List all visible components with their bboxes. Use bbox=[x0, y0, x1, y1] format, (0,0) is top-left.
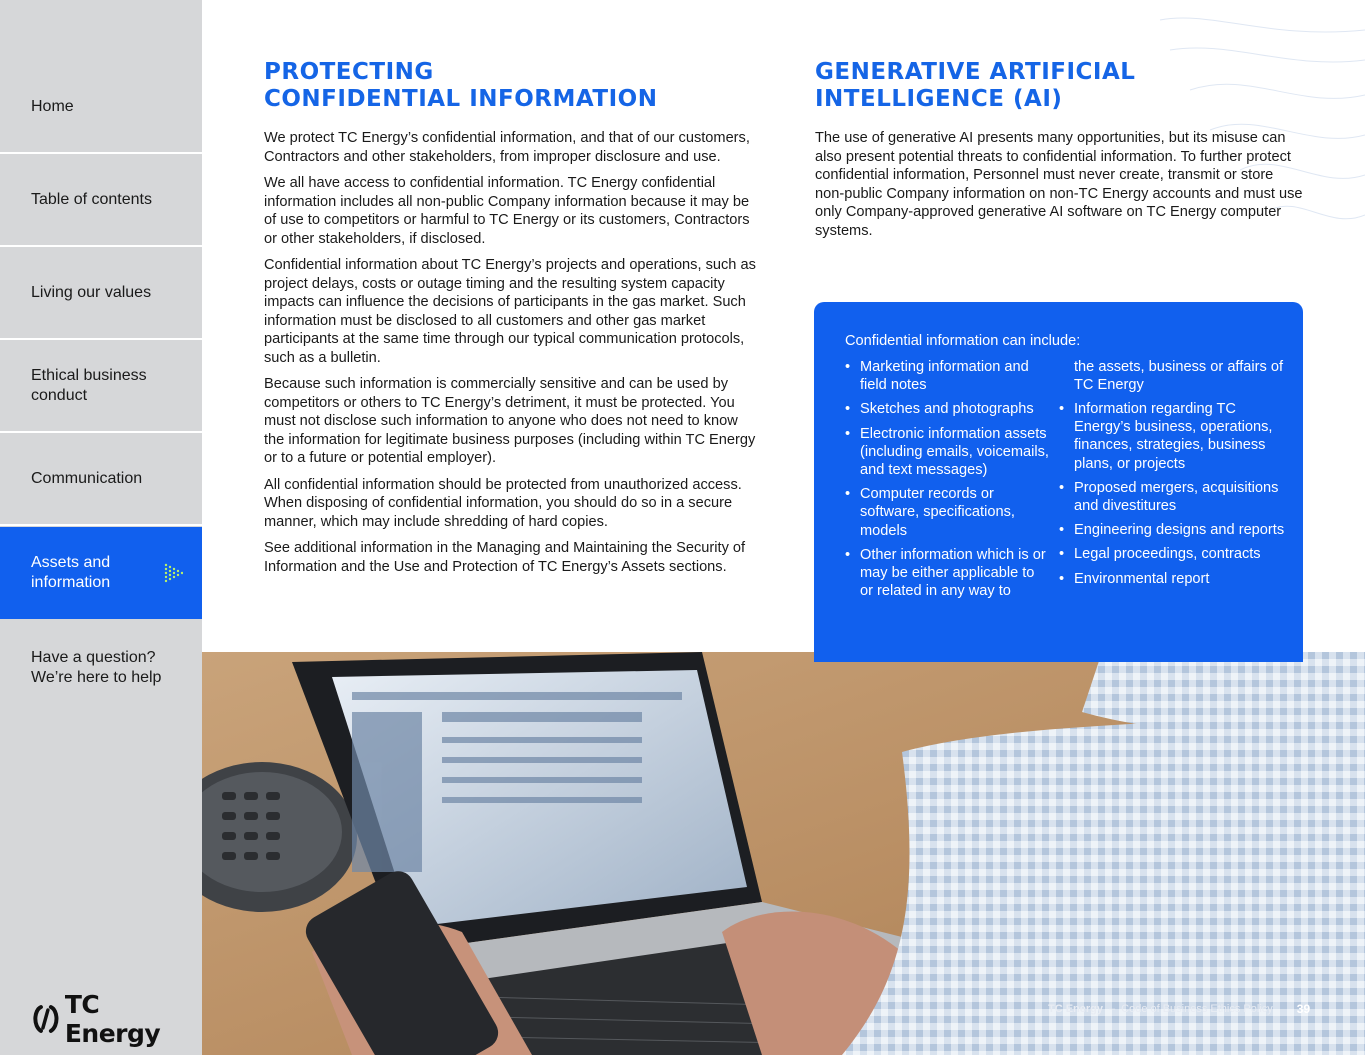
nav-item-have-a-question[interactable] bbox=[0, 620, 202, 700]
list-item-text: Electronic information assets (including emails, voicemails, and text messages) bbox=[860, 425, 1049, 479]
list-item bbox=[1059, 570, 1289, 588]
footer-separator: – bbox=[1109, 1003, 1116, 1015]
list-item bbox=[1059, 400, 1289, 473]
list-item bbox=[845, 358, 1050, 394]
callout-list-column-2 bbox=[1059, 400, 1289, 594]
protecting-confidential-information-heading: PROTECTING CONFIDENTIAL INFORMATION bbox=[264, 59, 658, 112]
paragraph: We all have access to confidential information. TC Energy confidential information includes all non-public Company information because it may be of use to competitors or harmful to TC Energy or its customers, Contractors or other stakeholders, if disclosed. bbox=[264, 175, 750, 247]
list-item bbox=[1059, 545, 1289, 563]
nav-item-label: Have a question? We’re here to help bbox=[31, 649, 162, 686]
laptop-photo bbox=[202, 652, 1365, 1055]
nav-item-label: Living our values bbox=[31, 284, 152, 301]
page-footer bbox=[1048, 1002, 1310, 1016]
sidebar-nav bbox=[0, 0, 202, 1055]
footer-brand: TC Energy bbox=[1048, 1003, 1104, 1015]
list-item-text: Engineering designs and reports bbox=[1074, 522, 1285, 539]
list-item-text: Computer records or software, specifications, models bbox=[860, 486, 1015, 539]
tc-energy-logo-icon bbox=[31, 1004, 61, 1034]
nav-item-label: Communication bbox=[31, 470, 143, 487]
bullet-icon: • bbox=[845, 486, 851, 503]
logo-wordmark: TC Energy bbox=[64, 990, 161, 1048]
bullet-icon: • bbox=[845, 546, 851, 563]
confidential-information-body bbox=[264, 129, 756, 584]
nav-item-label: Assets and information bbox=[31, 554, 111, 591]
nav-item-assets-and-information[interactable] bbox=[0, 527, 202, 619]
nav-item-label: Home bbox=[31, 98, 74, 115]
confidential-information-callout bbox=[814, 302, 1303, 662]
list-item-text: Other information which is or may be either applicable to or related in any way to bbox=[860, 546, 1046, 600]
paragraph: All confidential information should be protected from unauthorized access. When disposing of confidential information, you should do so in a secure manner, which may include shredding of hard copies. bbox=[264, 476, 742, 530]
list-item bbox=[845, 425, 1050, 480]
nav-item-living-our-values[interactable] bbox=[0, 248, 202, 340]
list-item bbox=[1059, 521, 1289, 539]
nav-item-table-of-contents[interactable] bbox=[0, 155, 202, 247]
bullet-icon: • bbox=[845, 359, 851, 375]
callout-list-continuation: the assets, business or affairs of TC Energy bbox=[1074, 359, 1284, 394]
laptop-photo-illustration bbox=[202, 652, 1365, 1055]
list-item-text: Proposed mergers, acquisitions and divestitures bbox=[1074, 479, 1279, 515]
list-item-text: Information regarding TC Energy’s business, operations, finances, strategies, business plans, or projects bbox=[1074, 401, 1273, 472]
callout-list-column-1 bbox=[845, 358, 1050, 606]
bullet-icon: • bbox=[845, 425, 851, 442]
list-item-text: Marketing information and field notes bbox=[860, 359, 1029, 394]
bullet-icon: • bbox=[1059, 522, 1065, 539]
nav-item-label: Table of contents bbox=[31, 191, 152, 208]
nav-item-home[interactable] bbox=[0, 62, 202, 154]
bullet-icon: • bbox=[1059, 546, 1065, 563]
list-item-text: Sketches and photographs bbox=[860, 401, 1034, 418]
paragraph: Because such information is commercially sensitive and can be used by competitors or others to TC Energy’s detriment, it must be protected. You must not disclose such information to anyone who does not need to know the information for legitimate business purposes (including within TC Energy or to a future or potential employer). bbox=[264, 376, 756, 466]
nav-item-ethical-business-conduct[interactable] bbox=[0, 341, 202, 433]
callout-title: Confidential information can include: bbox=[845, 333, 1081, 349]
dotted-arrow-icon bbox=[163, 563, 183, 583]
bullet-icon: • bbox=[845, 401, 851, 418]
list-item bbox=[1059, 479, 1289, 515]
bullet-icon: • bbox=[1059, 570, 1065, 587]
page-number: 39 bbox=[1296, 1002, 1311, 1016]
list-item bbox=[845, 485, 1050, 540]
nav-item-label: Ethical business conduct bbox=[31, 367, 147, 404]
nav-item-communication[interactable] bbox=[0, 434, 202, 526]
generative-ai-heading: GENERATIVE ARTIFICIAL INTELLIGENCE (AI) bbox=[815, 59, 1136, 112]
generative-ai-body bbox=[815, 129, 1303, 248]
list-item-text: Legal proceedings, contracts bbox=[1074, 546, 1261, 563]
footer-document-title: Code of Business Ethics Policy bbox=[1121, 1003, 1273, 1015]
bullet-icon: • bbox=[1059, 401, 1065, 417]
list-item bbox=[845, 400, 1050, 418]
bullet-icon: • bbox=[1059, 479, 1065, 496]
paragraph: Confidential information about TC Energy’s projects and operations, such as project delays, costs or outage timing and the resulting system capacity impacts can influence the decisions of participants in the gas market. Such information must be disclosed to all customers and other gas market participants at the same time through our typical communication protocols, such as a bulletin. bbox=[264, 257, 756, 366]
paragraph: The use of generative AI presents many opportunities, but its misuse can also present potential threats to confidential information. To further protect confidential information, Personnel must never create, transmit or store non-public Company information on non-TC Energy accounts and must use only Company-approved generative AI software on TC Energy computer systems. bbox=[815, 130, 1303, 239]
list-item-text: Environmental report bbox=[1074, 570, 1210, 587]
list-item bbox=[845, 546, 1050, 601]
paragraph: We protect TC Energy’s confidential information, and that of our customers, Contractors and other stakeholders, from improper disclosure and use. bbox=[264, 130, 750, 165]
paragraph: See additional information in the Managing and Maintaining the Security of Information and the Use and Protection of TC Energy’s Assets sections. bbox=[264, 540, 746, 575]
tc-energy-logo bbox=[31, 990, 202, 1048]
